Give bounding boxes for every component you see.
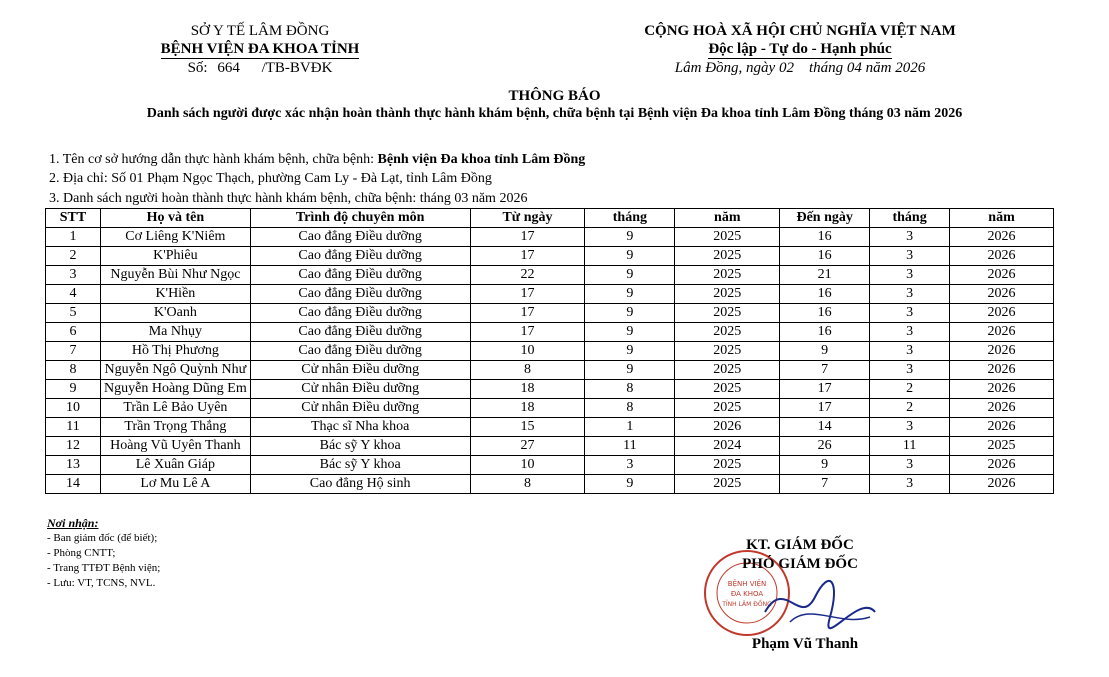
table-row	[46, 285, 1054, 304]
doc-number-line	[150, 59, 370, 77]
table-cell: 3	[585, 456, 675, 475]
table-cell: 3	[870, 247, 950, 266]
table-cell: 2026	[950, 456, 1054, 475]
table-cell: 2025	[675, 323, 780, 342]
column-header: Trình độ chuyên môn	[250, 209, 470, 228]
table-row	[46, 437, 1054, 456]
table-cell: Nguyễn Bùi Như Ngọc	[100, 266, 250, 285]
table-cell: 2	[46, 247, 101, 266]
table-row	[46, 418, 1054, 437]
table-cell: 2026	[950, 266, 1054, 285]
table-cell: Trần Lê Bảo Uyên	[100, 399, 250, 418]
table-cell: 2024	[675, 437, 780, 456]
table-cell: 2025	[675, 475, 780, 494]
table-row	[46, 456, 1054, 475]
table-cell: 2	[870, 380, 950, 399]
table-cell: 6	[46, 323, 101, 342]
recipient-item: - Phòng CNTT;	[47, 547, 116, 559]
table-cell: 7	[780, 361, 870, 380]
header-left	[150, 22, 370, 77]
table-row	[46, 323, 1054, 342]
table-cell: 2026	[675, 418, 780, 437]
table-cell: 12	[46, 437, 101, 456]
table-cell: 2026	[950, 361, 1054, 380]
table-cell: 9	[780, 456, 870, 475]
table-cell: Trần Trọng Thắng	[100, 418, 250, 437]
table-cell: 17	[470, 323, 585, 342]
table-cell: 22	[470, 266, 585, 285]
table-cell: 17	[470, 285, 585, 304]
table-cell: 2026	[950, 475, 1054, 494]
table-cell: 21	[780, 266, 870, 285]
table-cell: Cao đẳng Điều dưỡng	[250, 228, 470, 247]
table-cell: 18	[470, 380, 585, 399]
column-header: Từ ngày	[470, 209, 585, 228]
table-cell: 3	[870, 228, 950, 247]
table-cell: 2026	[950, 342, 1054, 361]
table-cell: 3	[870, 418, 950, 437]
table-cell: 26	[780, 437, 870, 456]
table-cell: 18	[470, 399, 585, 418]
info-line-2: 2. Địa chỉ: Số 01 Phạm Ngọc Thạch, phường Cam Ly - Đà Lạt, tỉnh Lâm Đồng	[49, 171, 492, 186]
table-row	[46, 380, 1054, 399]
table-cell: Cao đẳng Hộ sinh	[250, 475, 470, 494]
table-cell: 2026	[950, 285, 1054, 304]
table-cell: 3	[870, 361, 950, 380]
table-cell: 14	[46, 475, 101, 494]
table-cell: 3	[870, 304, 950, 323]
table-cell: 17	[780, 399, 870, 418]
table-cell: 2026	[950, 380, 1054, 399]
completion-table	[45, 208, 1054, 494]
table-cell: 9	[585, 247, 675, 266]
table-row	[46, 228, 1054, 247]
column-header: tháng	[870, 209, 950, 228]
table-cell: 2025	[675, 304, 780, 323]
table-cell: 2025	[675, 266, 780, 285]
table-cell: 9	[585, 361, 675, 380]
table-cell: 9	[585, 323, 675, 342]
table-cell: Cao đẳng Điều dưỡng	[250, 285, 470, 304]
table-cell: 8	[470, 361, 585, 380]
table-row	[46, 304, 1054, 323]
table-cell: 2025	[675, 285, 780, 304]
table-cell: Nguyễn Ngô Quỳnh Như	[100, 361, 250, 380]
recipients	[47, 516, 160, 591]
table-cell: 1	[46, 228, 101, 247]
table-cell: 3	[870, 456, 950, 475]
table-cell: K'Phiêu	[100, 247, 250, 266]
table-cell: K'Hiền	[100, 285, 250, 304]
table-cell: 2025	[675, 380, 780, 399]
sign-title-1: KT. GIÁM ĐỐC	[746, 537, 854, 553]
recipient-item: - Lưu: VT, TCNS, NVL.	[47, 577, 156, 589]
table-cell: 9	[585, 266, 675, 285]
column-header: Họ và tên	[100, 209, 250, 228]
country-name: CỘNG HOÀ XÃ HỘI CHỦ NGHĨA VIỆT NAM	[644, 23, 956, 39]
table-cell: 17	[780, 380, 870, 399]
place-date: Lâm Đồng, ngày 02 tháng 04 năm 2026	[674, 60, 926, 76]
column-header: Đến ngày	[780, 209, 870, 228]
table-cell: 27	[470, 437, 585, 456]
table-cell: 1	[585, 418, 675, 437]
motto: Độc lập - Tự do - Hạnh phúc	[708, 41, 892, 57]
table-cell: 17	[470, 228, 585, 247]
table-cell: 10	[46, 399, 101, 418]
stamp-line-3: TỈNH LÂM ĐỒNG	[722, 601, 772, 608]
column-header: tháng	[585, 209, 675, 228]
info-line-1-value: Bệnh viện Đa khoa tỉnh Lâm Đồng	[377, 152, 586, 167]
table-cell: 8	[585, 399, 675, 418]
table-cell: Cao đẳng Điều dưỡng	[250, 342, 470, 361]
info-line-1-label: 1. Tên cơ sở hướng dẫn thực hành khám bệnh, chữa bệnh:	[49, 152, 375, 167]
table-cell: Lê Xuân Giáp	[100, 456, 250, 475]
table-cell: 2	[870, 399, 950, 418]
recipients-list	[47, 531, 160, 591]
table-cell: Cao đẳng Điều dưỡng	[250, 304, 470, 323]
table-cell: 13	[46, 456, 101, 475]
table-cell: 3	[870, 342, 950, 361]
table-cell: 3	[870, 475, 950, 494]
recipients-title: Nơi nhận:	[47, 516, 99, 530]
table-cell: 9	[585, 285, 675, 304]
table-row	[46, 399, 1054, 418]
recipient-item: - Ban giám đốc (để biết);	[47, 532, 158, 544]
table-cell: Cử nhân Điều dưỡng	[250, 399, 470, 418]
table-cell: 2025	[950, 437, 1054, 456]
table-cell: 2025	[675, 399, 780, 418]
column-header: năm	[950, 209, 1054, 228]
table-row	[46, 247, 1054, 266]
table-body	[46, 228, 1054, 494]
recipient-item: - Trang TTĐT Bệnh viện;	[47, 562, 161, 574]
signer-name: Phạm Vũ Thanh	[751, 636, 859, 652]
doc-number: 664	[217, 60, 240, 76]
hospital-name: BỆNH VIỆN ĐA KHOA TỈNH	[160, 41, 360, 57]
table-cell: 16	[780, 285, 870, 304]
table-cell: 11	[46, 418, 101, 437]
table-cell: Ma Nhụy	[100, 323, 250, 342]
table-cell: Cao đẳng Điều dưỡng	[250, 323, 470, 342]
table-cell: 15	[470, 418, 585, 437]
table-cell: 2026	[950, 399, 1054, 418]
table-cell: 8	[585, 380, 675, 399]
table-header-row	[46, 209, 1054, 228]
table-cell: 2025	[675, 342, 780, 361]
table-cell: 16	[780, 247, 870, 266]
table-cell: 7	[46, 342, 101, 361]
table-cell: 17	[470, 247, 585, 266]
table-cell: 8	[470, 475, 585, 494]
column-header: STT	[46, 209, 101, 228]
doc-number-label: Số:	[187, 60, 208, 76]
signature-block	[700, 536, 900, 574]
table-cell: 3	[870, 323, 950, 342]
table-cell: 3	[870, 266, 950, 285]
agency-name: SỞ Y TẾ LÂM ĐỒNG	[190, 23, 330, 39]
table-cell: Bác sỹ Y khoa	[250, 437, 470, 456]
table-cell: 2026	[950, 228, 1054, 247]
table-cell: Hoàng Vũ Uyên Thanh	[100, 437, 250, 456]
table-cell: Bác sỹ Y khoa	[250, 456, 470, 475]
doc-subtitle: Danh sách người được xác nhận hoàn thành thực hành khám bệnh, chữa bệnh tại Bệnh viện Đa khoa tỉnh Lâm Đồng tháng 03 năm 2026	[146, 106, 963, 121]
table-cell: 14	[780, 418, 870, 437]
table-cell: 9	[585, 342, 675, 361]
doc-suffix: /TB-BVĐK	[261, 60, 333, 76]
table-cell: 10	[470, 456, 585, 475]
table-cell: Cao đẳng Điều dưỡng	[250, 266, 470, 285]
table-cell: Cơ Liêng K'Niêm	[100, 228, 250, 247]
table-cell: 9	[585, 475, 675, 494]
table-cell: 3	[46, 266, 101, 285]
table-cell: 3	[870, 285, 950, 304]
table-cell: Lơ Mu Lê A	[100, 475, 250, 494]
table-cell: 2025	[675, 247, 780, 266]
table-cell: Cử nhân Điều dưỡng	[250, 380, 470, 399]
table-cell: 8	[46, 361, 101, 380]
table-cell: 2025	[675, 456, 780, 475]
table-cell: Hồ Thị Phương	[100, 342, 250, 361]
table-row	[46, 266, 1054, 285]
table-cell: 2025	[675, 228, 780, 247]
table-cell: 16	[780, 304, 870, 323]
table-cell: 4	[46, 285, 101, 304]
table-cell: 16	[780, 323, 870, 342]
table-cell: 10	[470, 342, 585, 361]
handwritten-signature	[760, 572, 880, 632]
table-cell: 2026	[950, 247, 1054, 266]
sign-title-2: PHÓ GIÁM ĐỐC	[742, 556, 858, 572]
table-row	[46, 361, 1054, 380]
doc-title: THÔNG BÁO	[508, 88, 601, 104]
table-cell: 2026	[950, 323, 1054, 342]
column-header: năm	[675, 209, 780, 228]
table-cell: 2026	[950, 304, 1054, 323]
table-row	[46, 342, 1054, 361]
table-cell: Cao đẳng Điều dưỡng	[250, 247, 470, 266]
table-cell: Cử nhân Điều dưỡng	[250, 361, 470, 380]
table-cell: K'Oanh	[100, 304, 250, 323]
table-cell: Thạc sĩ Nha khoa	[250, 418, 470, 437]
table-cell: 9	[46, 380, 101, 399]
table-cell: 9	[780, 342, 870, 361]
stamp-line-2: ĐA KHOA	[730, 590, 764, 598]
info-line-3: 3. Danh sách người hoàn thành thực hành khám bệnh, chữa bệnh: tháng 03 năm 2026	[49, 191, 528, 206]
table-cell: 7	[780, 475, 870, 494]
table-cell: 16	[780, 228, 870, 247]
info-line-1	[49, 151, 585, 169]
table-cell: Nguyễn Hoàng Dũng Em	[100, 380, 250, 399]
table-cell: 2025	[675, 361, 780, 380]
table-cell: 2026	[950, 418, 1054, 437]
header-right	[590, 22, 1010, 77]
stamp-line-1: BỆNH VIỆN	[727, 580, 767, 588]
table-row	[46, 475, 1054, 494]
table-cell: 17	[470, 304, 585, 323]
table-cell: 11	[870, 437, 950, 456]
table-cell: 5	[46, 304, 101, 323]
table-cell: 11	[585, 437, 675, 456]
table-cell: 9	[585, 304, 675, 323]
table-cell: 9	[585, 228, 675, 247]
